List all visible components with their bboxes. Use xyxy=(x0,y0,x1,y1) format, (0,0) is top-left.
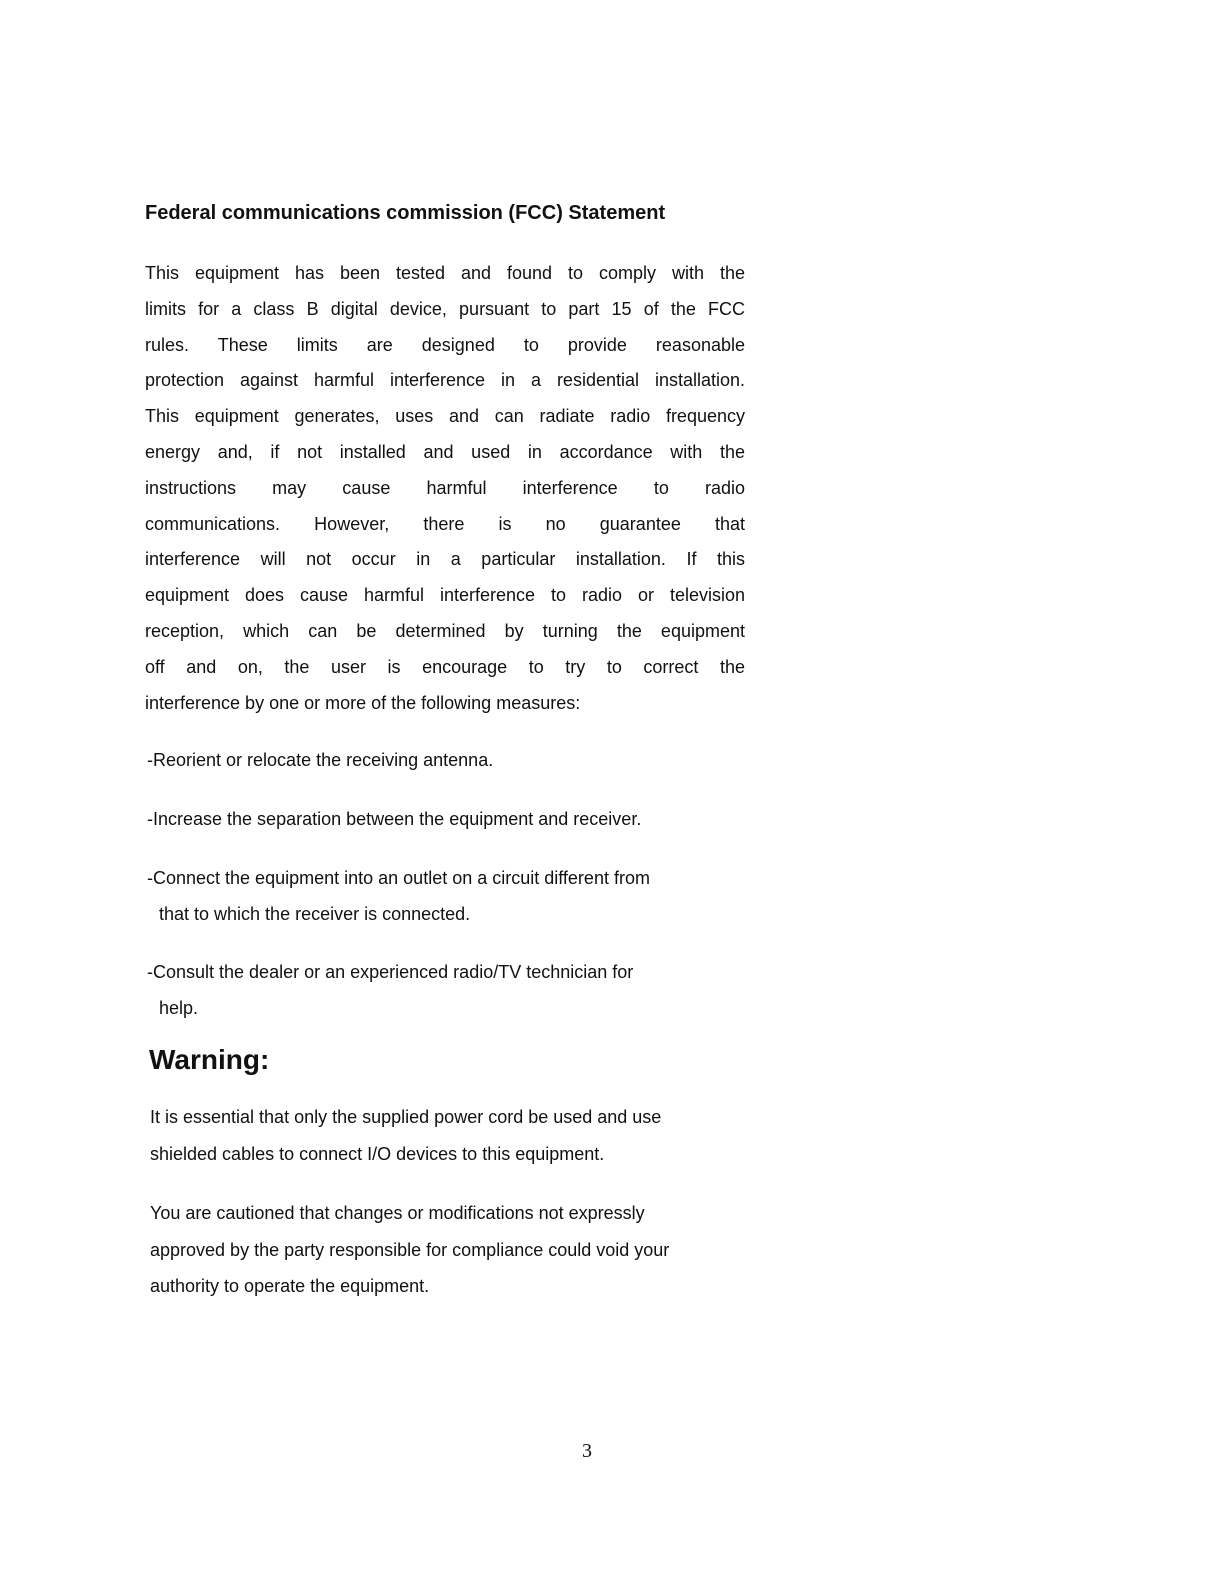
body-line: energy and, if not installed and used in accordance with the xyxy=(145,441,745,462)
measure-text-continued: that to which the receiver is connected. xyxy=(159,904,471,924)
paragraph-line: You are cautioned that changes or modifications not expressly xyxy=(150,1203,645,1223)
measure-consult-dealer xyxy=(147,954,633,1026)
paragraph-line: approved by the party responsible for compliance could void your xyxy=(150,1239,670,1260)
body-line: This equipment generates, uses and can radiate radio frequency xyxy=(145,406,745,427)
measure-text: -Consult the dealer or an experienced radio/TV technician for xyxy=(147,962,634,982)
measure-reorient-antenna xyxy=(147,742,493,778)
warning-paragraph-power-cord xyxy=(150,1099,661,1172)
body-line: off and on, the user is encourage to try to correct the xyxy=(145,656,745,677)
body-line: interference will not occur in a particular installation. If this xyxy=(145,549,745,570)
body-line: limits for a class B digital device, pursuant to part 15 of the FCC xyxy=(145,298,745,319)
measure-text: -Connect the equipment into an outlet on a circuit different from xyxy=(147,868,650,888)
paragraph-line: authority to operate the equipment. xyxy=(150,1276,430,1296)
body-line: equipment does cause harmful interference to radio or television xyxy=(145,585,745,606)
measure-text: -Increase the separation between the equipment and receiver. xyxy=(147,809,642,829)
paragraph-line: It is essential that only the supplied power cord be used and use xyxy=(150,1107,662,1127)
fcc-statement-heading: Federal communications commission (FCC) Statement xyxy=(145,202,666,224)
body-line: instructions may cause harmful interference to radio xyxy=(145,477,745,498)
measure-increase-separation xyxy=(147,801,641,837)
body-line: reception, which can be determined by turning the equipment xyxy=(145,620,745,641)
warning-paragraph-modifications xyxy=(150,1195,669,1305)
body-line: protection against harmful interference in a residential installation. xyxy=(145,370,745,391)
measure-connect-outlet xyxy=(147,860,650,932)
measure-text: -Reorient or relocate the receiving antenna. xyxy=(147,750,494,770)
page-number: 3 xyxy=(582,1440,592,1462)
warning-heading: Warning: xyxy=(149,1044,270,1075)
body-line: interference by one or more of the following measures: xyxy=(145,692,581,713)
paragraph-line: shielded cables to connect I/O devices to this equipment. xyxy=(150,1143,605,1164)
fcc-statement-body xyxy=(145,256,745,721)
measure-text-continued: help. xyxy=(159,998,199,1018)
body-line: rules. These limits are designed to provide reasonable xyxy=(145,334,745,355)
body-line: communications. However, there is no guarantee that xyxy=(145,513,745,534)
body-line: This equipment has been tested and found to comply with the xyxy=(145,263,745,283)
